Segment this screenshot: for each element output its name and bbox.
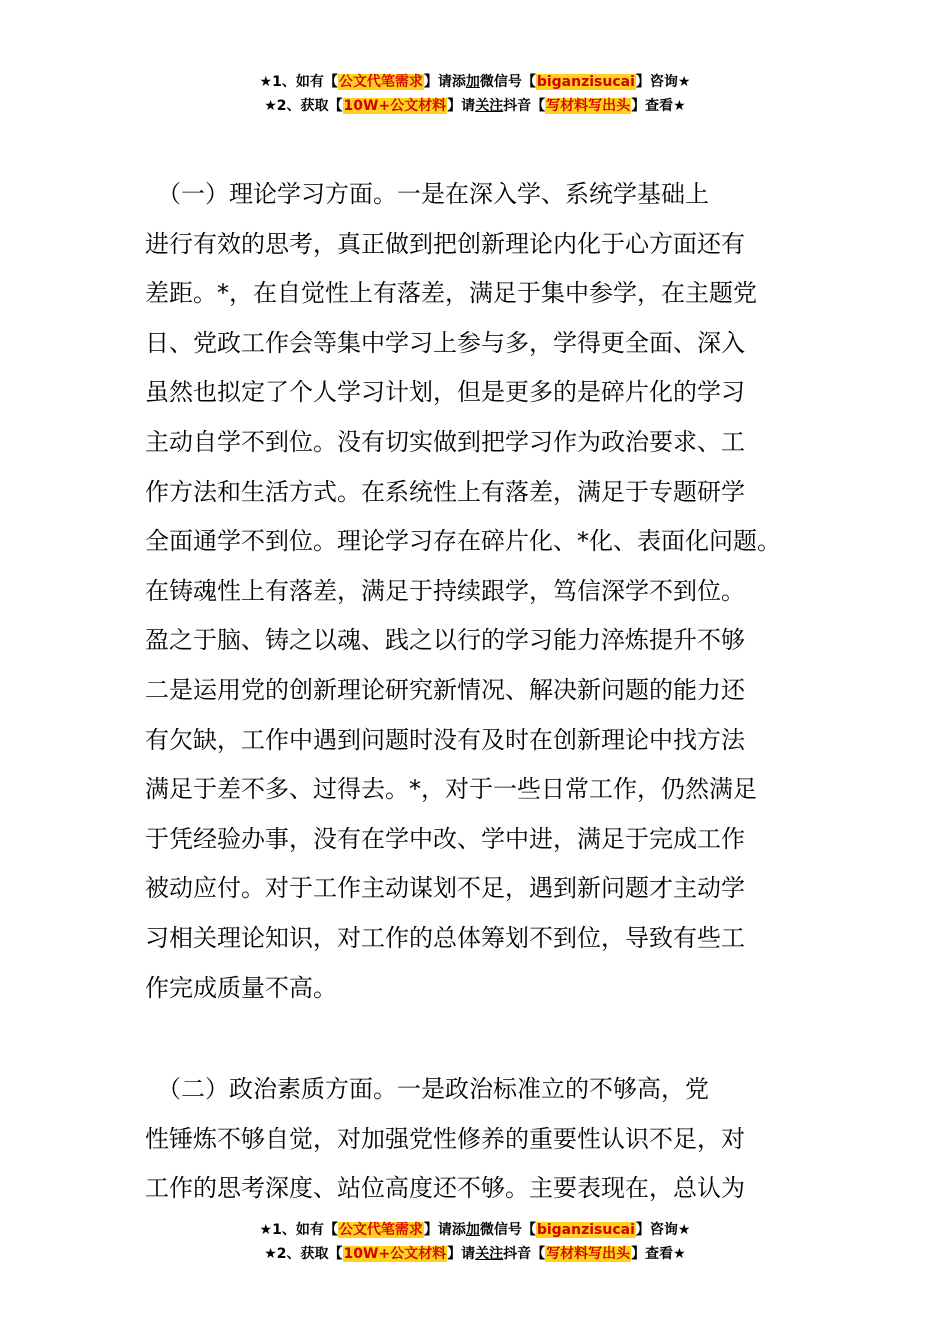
header-promo-banner: [0, 70, 950, 118]
text-line: 在铸魂性上有落差，满足于持续跟学，笃信深学不到位。: [145, 576, 745, 605]
text-line: 主动自学不到位。没有切实做到把学习作为政治要求、工: [145, 427, 745, 456]
highlight-service: 公文代笔需求: [338, 74, 423, 90]
text-line: 进行有效的思考，真正做到把创新理论内化于心方面还有: [145, 229, 745, 258]
footer-promo-banner: [0, 1218, 950, 1266]
highlight-materials: 10W+公文材料: [343, 98, 447, 114]
promo-line-2: ★2、获取【10W+公文材料】请关注抖音【写材料写出头】查看★: [264, 98, 686, 114]
text-line: 虽然也拟定了个人学习计划，但是更多的是碎片化的学习: [145, 378, 745, 407]
text-line: 盈之于脑、铸之以魂、践之以行的学习能力淬炼提升不够: [145, 626, 745, 655]
highlight-douyin: 写材料写出头: [546, 1246, 631, 1262]
highlight-wechat-id: biganzisucai: [536, 74, 635, 90]
promo-line-2: ★2、获取【10W+公文材料】请关注抖音【写材料写出头】查看★: [264, 1246, 686, 1262]
paragraph-theory-study: [145, 170, 810, 1013]
text-line: 被动应付。对于工作主动谋划不足，遇到新问题才主动学: [145, 874, 745, 903]
highlight-wechat-id: biganzisucai: [536, 1222, 635, 1238]
text-line: 满足于差不多、过得去。*，对于一些日常工作，仍然满足: [145, 775, 757, 804]
text-line: 作方法和生活方式。在系统性上有落差，满足于专题研学: [145, 477, 745, 506]
text-line: 日、党政工作会等集中学习上参与多，学得更全面、深入: [145, 328, 745, 357]
highlight-douyin: 写材料写出头: [546, 98, 631, 114]
text-line: （一）理论学习方面。一是在深入学、系统学基础上: [145, 180, 709, 208]
paragraph-political-quality: [145, 1065, 810, 1214]
text-line: 工作的思考深度、站位高度还不够。主要表现在，总认为: [145, 1174, 745, 1203]
text-line: 作完成质量不高。: [145, 973, 337, 1002]
text-line: 性锤炼不够自觉，对加强党性修养的重要性认识不足，对: [145, 1124, 745, 1153]
text-line: （二）政治素质方面。一是政治标准立的不够高，党: [145, 1075, 709, 1103]
text-line: 差距。*，在自觉性上有落差，满足于集中参学，在主题党: [145, 279, 757, 308]
highlight-service: 公文代笔需求: [338, 1222, 423, 1238]
text-line: 于凭经验办事，没有在学中改、学中进，满足于完成工作: [145, 824, 745, 853]
text-line: 二是运用党的创新理论研究新情况、解决新问题的能力还: [145, 675, 745, 704]
text-line: 习相关理论知识，对工作的总体筹划不到位，导致有些工: [145, 923, 745, 952]
promo-line-1: ★1、如有【公文代笔需求】请添加微信号【biganzisucai】咨询★: [259, 74, 691, 90]
promo-line-1: ★1、如有【公文代笔需求】请添加微信号【biganzisucai】咨询★: [259, 1222, 691, 1238]
text-line: 有欠缺，工作中遇到问题时没有及时在创新理论中找方法: [145, 725, 745, 754]
text-line: 全面通学不到位。理论学习存在碎片化、*化、表面化问题。: [145, 527, 781, 556]
highlight-materials: 10W+公文材料: [343, 1246, 447, 1262]
